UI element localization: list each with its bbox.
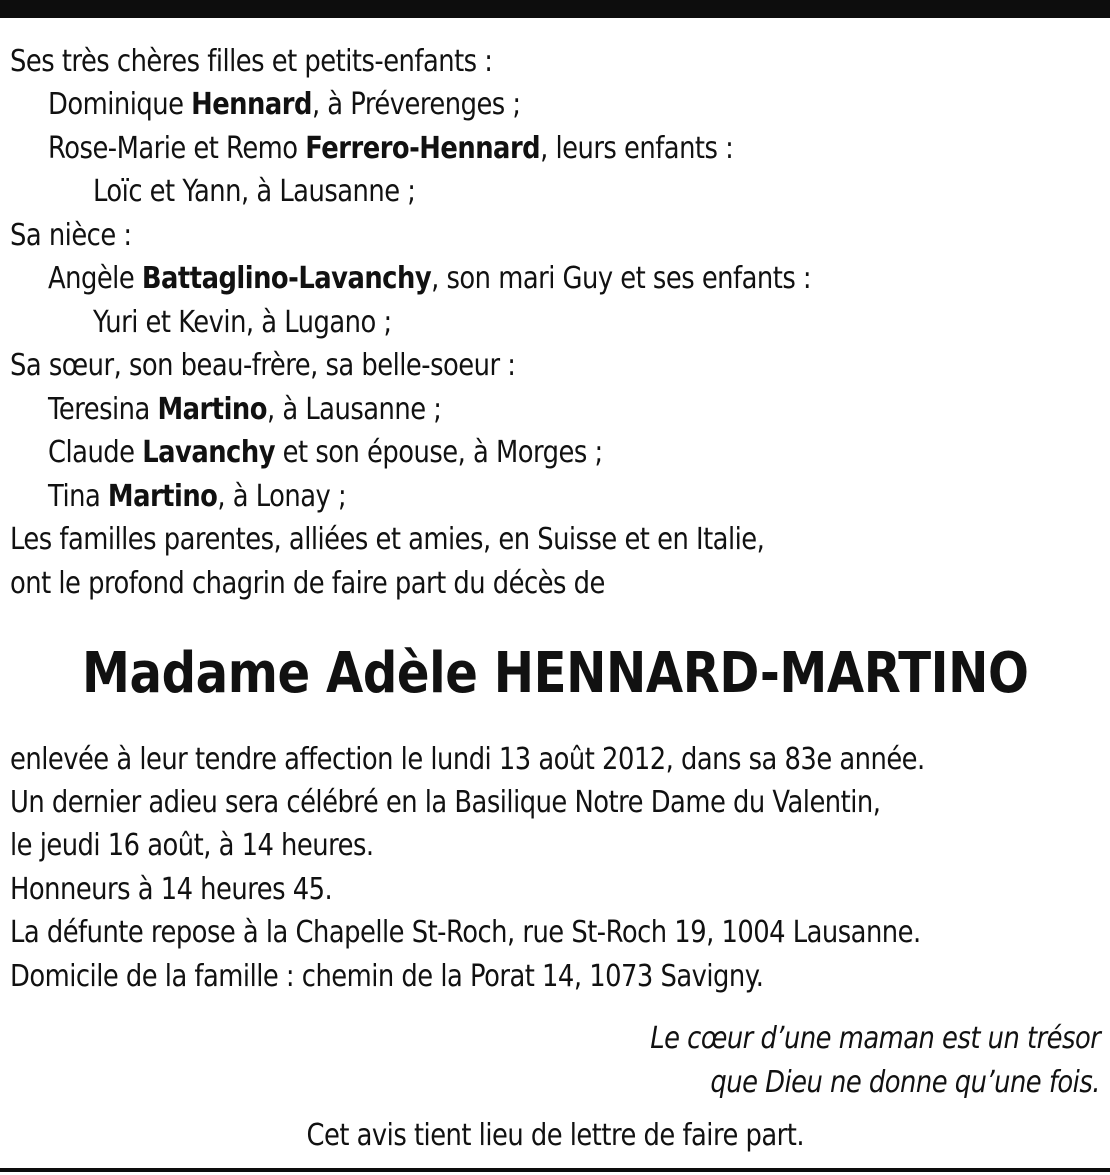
details-line: La défunte repose à la Chapelle St-Roch, rue St-Roch 19, 1004 Lausanne.	[10, 915, 921, 950]
details-line: enlevée à leur tendre affection le lundi 13 août 2012, dans sa 83e année.	[10, 742, 925, 777]
relative-surname: Ferrero-Hennard	[305, 131, 541, 166]
sister-header: Sa sœur, son beau-frère, sa belle-soeur :	[10, 348, 516, 383]
relative-surname: Lavanchy	[142, 435, 275, 470]
details-line: Domicile de la famille : chemin de la Porat 14, 1073 Savigny.	[10, 959, 764, 994]
top-rule	[0, 0, 1110, 18]
announcement-line: ont le profond chagrin de faire part du décès de	[10, 566, 605, 601]
relative-line: Dominique Hennard, à Préverenges ;	[48, 87, 521, 122]
quote-line: que Dieu ne donne qu’une fois.	[710, 1065, 1100, 1100]
closing-note: Cet avis tient lieu de lettre de faire part.	[306, 1118, 804, 1153]
relative-surname: Martino	[107, 479, 218, 514]
relative-surname: Martino	[157, 392, 267, 427]
details-line: le jeudi 16 août, à 14 heures.	[10, 828, 374, 863]
bottom-rule	[0, 1168, 1110, 1172]
relative-line: Rose-Marie et Remo Ferrero-Hennard, leurs enfants :	[48, 131, 734, 166]
quote-line: Le cœur d’une maman est un trésor	[649, 1021, 1100, 1056]
relative-line: Claude Lavanchy et son épouse, à Morges ;	[48, 435, 603, 470]
details-line: Un dernier adieu sera célébré en la Basilique Notre Dame du Valentin,	[10, 785, 881, 820]
daughters-header: Ses très chères filles et petits-enfants :	[10, 44, 493, 79]
niece-header: Sa nièce :	[10, 218, 132, 253]
relative-surname: Hennard	[191, 87, 312, 122]
relative-line: Yuri et Kevin, à Lugano ;	[93, 305, 392, 340]
relative-line: Teresina Martino, à Lausanne ;	[48, 392, 442, 427]
families-line: Les familles parentes, alliées et amies, en Suisse et en Italie,	[10, 522, 765, 557]
relative-line: Loïc et Yann, à Lausanne ;	[93, 174, 416, 209]
relative-surname: Battaglino-Lavanchy	[141, 261, 432, 296]
details-line: Honneurs à 14 heures 45.	[10, 872, 333, 907]
relative-line: Tina Martino, à Lonay ;	[48, 479, 347, 514]
deceased-name: Madame Adèle HENNARD-MARTINO	[81, 641, 1029, 706]
relative-line: Angèle Battaglino-Lavanchy, son mari Guy et ses enfants :	[48, 261, 812, 296]
